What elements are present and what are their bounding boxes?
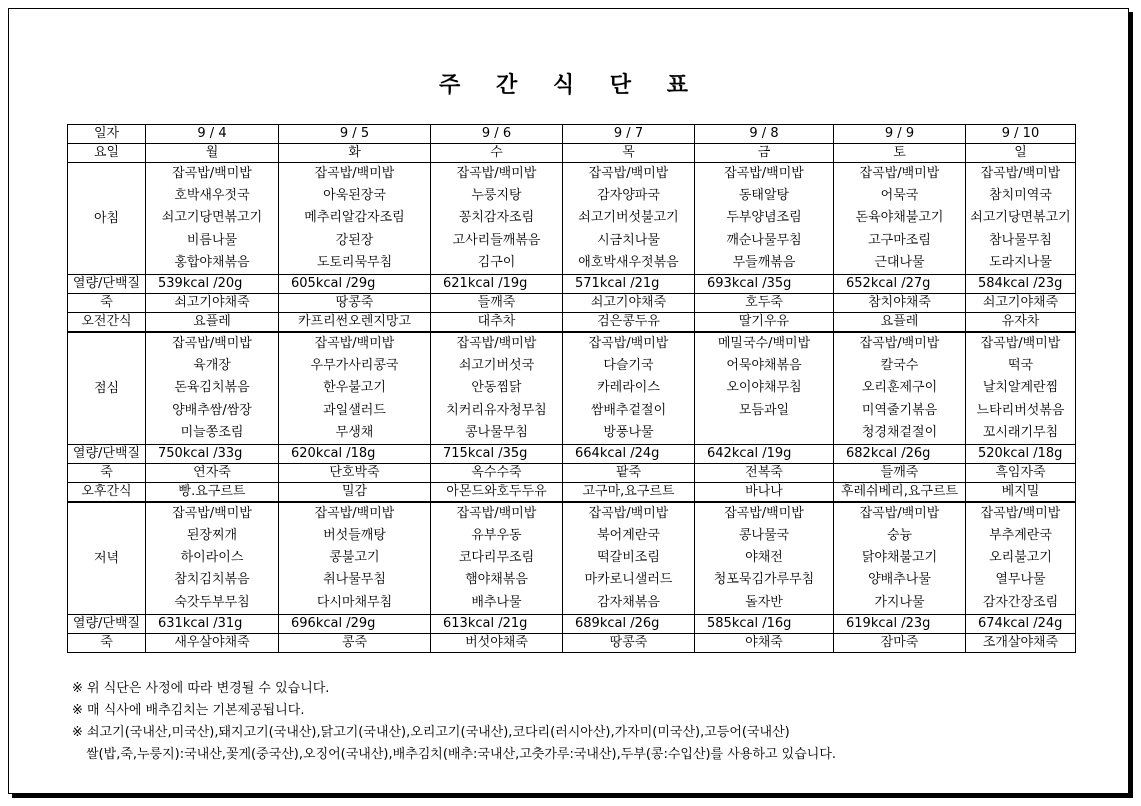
- date-cell: 9 / 8: [695, 125, 834, 144]
- menu-item: 비름나물: [186, 232, 238, 248]
- menu-item: 무생채: [335, 424, 374, 440]
- snack-cell: 아몬드와호두두유: [431, 482, 563, 502]
- menu-item: 잡곡밥/백미밥: [980, 505, 1061, 521]
- menu-item: 배추나물: [471, 594, 522, 610]
- menu-item: 근대나물: [874, 254, 925, 270]
- snack-cell: 빵.요구르트: [146, 482, 279, 502]
- menu-item: 햄야채볶음: [465, 572, 528, 588]
- dinner-porridge-row: [68, 633, 1076, 652]
- menu-item: 잡곡밥/백미밥: [172, 166, 252, 181]
- menu-item: 잡곡밥/백미밥: [588, 335, 669, 351]
- menu-item: 과일샐러드: [323, 402, 386, 418]
- date-cell: 9 / 6: [431, 125, 563, 144]
- menu-item: 동태알탕: [738, 188, 790, 204]
- menu-item: 꼬시래기무침: [982, 424, 1059, 440]
- menu-item: 날치알계란찜: [982, 380, 1059, 396]
- nutrition-cell: 631kcal /31g: [146, 614, 279, 633]
- menu-item: 유부우동: [471, 528, 522, 544]
- snack-cell: 딸기우유: [695, 312, 834, 332]
- menu-item: 메밀국수/백미밥: [717, 335, 811, 351]
- lunch-menu-cell: [146, 332, 279, 444]
- date-cell: 9 / 7: [563, 125, 695, 144]
- nutrition-cell: 682kcal /26g: [834, 444, 966, 463]
- menu-item: 코다리무조림: [458, 550, 535, 566]
- snack-label: 오전간식: [68, 312, 146, 332]
- lunch-menu-cell: [966, 332, 1076, 444]
- dinner-menu-cell: [966, 502, 1076, 614]
- porridge-cell: 쇠고기야채죽: [966, 293, 1076, 312]
- dinner-nutrition-row: [68, 614, 1076, 633]
- menu-item: 잡곡밥/백미밥: [456, 505, 537, 521]
- porridge-label: 죽: [68, 293, 146, 312]
- menu-item: 모듬과일: [738, 402, 790, 418]
- porridge-cell: 단호박죽: [279, 463, 431, 482]
- snack-cell: 유자차: [966, 312, 1076, 332]
- day-cell: 일: [966, 144, 1076, 163]
- nutrition-cell: 605kcal /29g: [279, 274, 431, 293]
- menu-item: 감자간장조림: [982, 594, 1059, 610]
- menu-item: 쇠고기버섯국: [458, 358, 535, 374]
- snack-cell: 요플레: [834, 312, 966, 332]
- date-row: [68, 125, 1076, 144]
- porridge-cell: 쇠고기야채죽: [146, 293, 279, 312]
- menu-item: 도토리묵무침: [316, 254, 393, 270]
- menu-item: 오리불고기: [989, 550, 1052, 566]
- dinner-menu-cell: [695, 502, 834, 614]
- notes: [72, 678, 836, 766]
- nutrition-cell: 621kcal /19g: [431, 274, 563, 293]
- nutrition-cell: 689kcal /26g: [563, 614, 695, 633]
- menu-item: 고구마조림: [868, 232, 931, 248]
- nutrition-cell: 715kcal /35g: [431, 444, 563, 463]
- menu-item: 참치김치볶음: [174, 572, 250, 588]
- menu-item: 고사리들깨볶음: [452, 232, 541, 248]
- snack-cell: 바나나: [695, 482, 834, 502]
- snack-cell: 밀감: [279, 482, 431, 502]
- menu-item: 돈육야채불고기: [855, 210, 944, 226]
- page-title: 주 간 식 단 표: [439, 73, 702, 98]
- menu-item: 야채전: [745, 550, 783, 566]
- menu-item: 숙갓두부무침: [174, 594, 250, 610]
- menu-item: 무들깨볶음: [732, 254, 796, 270]
- porridge-cell: 새우살야채죽: [146, 633, 279, 652]
- snack-cell: 카프리썬오렌지망고: [279, 312, 431, 332]
- menu-item: 잡곡밥/백미밥: [314, 505, 395, 521]
- breakfast-menu-cell: [431, 163, 563, 275]
- menu-item: 홍합야채볶음: [174, 254, 250, 270]
- menu-item: [695, 422, 833, 444]
- porridge-cell: 참치야채죽: [834, 293, 966, 312]
- porridge-cell: 연자죽: [146, 463, 279, 482]
- nutrition-cell: 693kcal /35g: [695, 274, 834, 293]
- porridge-cell: 콩죽: [279, 633, 431, 652]
- date-cell: 9 / 5: [279, 125, 431, 144]
- menu-item: 떡국: [1007, 358, 1034, 374]
- lunch-menu-cell: [834, 332, 966, 444]
- nutrition-cell: 696kcal /29g: [279, 614, 431, 633]
- menu-item: 아욱된장국: [323, 188, 386, 204]
- dinner-menu-cell: [563, 502, 695, 614]
- menu-item: 호박새우젓국: [174, 188, 250, 204]
- snack-label: 오후간식: [68, 482, 146, 502]
- porridge-cell: 잠마죽: [834, 633, 966, 652]
- porridge-cell: 땅콩죽: [279, 293, 431, 312]
- porridge-cell: 호두죽: [695, 293, 834, 312]
- menu-item: 쌈배추겉절이: [590, 402, 667, 418]
- menu-item: 북어계란국: [597, 528, 660, 544]
- lunch-porridge-row: [68, 463, 1076, 482]
- porridge-cell: 버섯야채죽: [431, 633, 563, 652]
- porridge-cell: 흑임자죽: [966, 463, 1076, 482]
- menu-item: 다시마채무침: [316, 594, 393, 610]
- porridge-cell: 들깨죽: [431, 293, 563, 312]
- menu-item: 잡곡밥/백미밥: [724, 505, 804, 521]
- menu-item: 오리훈제구이: [861, 380, 938, 396]
- lunch-menu-cell: [695, 332, 834, 444]
- day-row: [68, 144, 1076, 163]
- breakfast-menu-cell: [279, 163, 431, 275]
- nutrition-cell: 642kcal /19g: [695, 444, 834, 463]
- menu-item: 참나물무침: [989, 232, 1052, 248]
- snack-cell: 후레쉬베리,요구르트: [834, 482, 966, 502]
- porridge-cell: 옥수수죽: [431, 463, 563, 482]
- day-cell: 화: [279, 144, 431, 163]
- menu-item: 미늘쫑조림: [180, 424, 244, 440]
- nutrition-cell: 674kcal /24g: [966, 614, 1076, 633]
- menu-item: 마카로니샐러드: [584, 572, 673, 588]
- menu-item: 메추리알감자조림: [304, 210, 405, 226]
- menu-item: 방풍나물: [603, 424, 654, 440]
- menu-item: 시금치나물: [597, 232, 660, 248]
- dinner-menu-cell: [146, 502, 279, 614]
- menu-item: 육개장: [193, 358, 231, 374]
- porridge-label: 죽: [68, 463, 146, 482]
- lunch-label: 점심: [68, 332, 146, 444]
- menu-item: 어묵야채볶음: [726, 358, 802, 374]
- menu-item: 돈육김치볶음: [174, 380, 250, 396]
- note-line: ※ 위 식단은 사정에 따라 변경될 수 있습니다.: [72, 681, 330, 696]
- menu-item: 잡곡밥/백미밥: [172, 505, 252, 521]
- menu-item: 도라지나물: [989, 254, 1052, 270]
- note-line: ※ 쇠고기(국내산,미국산),돼지고기(국내산),닭고기(국내산),오리고기(국내산),코다리(러시아산),가자미(미국산),고등어(국내산): [72, 725, 790, 740]
- breakfast-menu-cell: [834, 163, 966, 275]
- menu-item: 느타리버섯볶음: [976, 402, 1065, 418]
- porridge-cell: 전복죽: [695, 463, 834, 482]
- menu-item: 미역줄기볶음: [861, 402, 938, 418]
- menu-item: 치커리유자청무침: [446, 402, 547, 418]
- menu-item: 콩나물국: [738, 528, 790, 544]
- menu-item: 오이야채무침: [726, 380, 802, 396]
- menu-item: 취나물무침: [323, 572, 386, 588]
- date-label: 일자: [68, 125, 146, 144]
- day-cell: 목: [563, 144, 695, 163]
- breakfast-label: 아침: [68, 163, 146, 275]
- day-label: 요일: [68, 144, 146, 163]
- porridge-cell: 조개살야채죽: [966, 633, 1076, 652]
- lunch-menu-row: [68, 332, 1076, 444]
- breakfast-nutrition-row: [68, 274, 1076, 293]
- menu-item: 떡갈비조림: [597, 550, 660, 566]
- porridge-cell: 야채죽: [695, 633, 834, 652]
- breakfast-menu-row: [68, 163, 1076, 275]
- nutrition-cell: 613kcal /21g: [431, 614, 563, 633]
- nutrition-cell: 619kcal /23g: [834, 614, 966, 633]
- menu-item: 참치미역국: [989, 188, 1052, 204]
- snack-cell: 대추차: [431, 312, 563, 332]
- note-line: 쌀(밥,죽,누룽지):국내산,꽃게(중국산),오징어(국내산),배추김치(배추:국내산,고춧가루:국내산),두부(콩:수입산)를 사용하고 있습니다.: [86, 747, 837, 762]
- dinner-label: 저녁: [68, 502, 146, 614]
- menu-item: 닭야채불고기: [861, 550, 938, 566]
- afternoon-snack-row: [68, 482, 1076, 502]
- porridge-label: 죽: [68, 633, 146, 652]
- menu-item: 잡곡밥/백미밥: [859, 166, 940, 181]
- nutrition-cell: 520kcal /18g: [966, 444, 1076, 463]
- day-cell: 수: [431, 144, 563, 163]
- menu-item: 잡곡밥/백미밥: [172, 335, 252, 351]
- nutrition-cell: 584kcal /23g: [966, 274, 1076, 293]
- lunch-menu-cell: [431, 332, 563, 444]
- snack-cell: 고구마,요구르트: [563, 482, 695, 502]
- porridge-cell: 들깨죽: [834, 463, 966, 482]
- menu-item: 잡곡밥/백미밥: [980, 166, 1061, 181]
- menu-item: 애호박새우젓볶음: [578, 254, 679, 270]
- breakfast-menu-cell: [695, 163, 834, 275]
- menu-item: 감자양파국: [597, 188, 660, 204]
- menu-item: 김구이: [477, 254, 516, 270]
- nutrition-cell: 652kcal /27g: [834, 274, 966, 293]
- snack-cell: 요플레: [146, 312, 279, 332]
- dinner-menu-row: [68, 502, 1076, 614]
- dinner-menu-cell: [431, 502, 563, 614]
- nutrition-label: 열량/단백질: [68, 614, 146, 633]
- date-cell: 9 / 10: [966, 125, 1076, 144]
- menu-item: 부추계란국: [989, 528, 1052, 544]
- note-line: ※ 매 식사에 배추김치는 기본제공됩니다.: [72, 703, 305, 718]
- date-cell: 9 / 4: [146, 125, 279, 144]
- menu-item: 두부양념조림: [726, 210, 802, 226]
- menu-item: 한우불고기: [323, 380, 386, 396]
- nutrition-cell: 750kcal /33g: [146, 444, 279, 463]
- lunch-menu-cell: [563, 332, 695, 444]
- menu-item: 양배추쌈/쌈장: [172, 402, 252, 418]
- day-cell: 토: [834, 144, 966, 163]
- lunch-nutrition-row: [68, 444, 1076, 463]
- nutrition-label: 열량/단백질: [68, 274, 146, 293]
- menu-item: 버섯들깨탕: [323, 528, 386, 544]
- menu-item: 잡곡밥/백미밥: [314, 335, 395, 351]
- nutrition-label: 열량/단백질: [68, 444, 146, 463]
- breakfast-menu-cell: [146, 163, 279, 275]
- dinner-menu-cell: [834, 502, 966, 614]
- menu-item: 다슬기국: [603, 358, 654, 374]
- menu-item: 누룽지탕: [471, 188, 522, 204]
- menu-item: 청경채겉절이: [861, 424, 938, 440]
- menu-item: 어묵국: [880, 188, 919, 204]
- menu-item: 감자채볶음: [597, 594, 660, 610]
- menu-item: 콩불고기: [329, 550, 380, 566]
- nutrition-cell: 585kcal /16g: [695, 614, 834, 633]
- menu-item: 쇠고기당면볶고기: [161, 210, 263, 226]
- menu-item: 카레라이스: [597, 380, 660, 396]
- menu-item: 칼국수: [880, 358, 919, 374]
- nutrition-cell: 539kcal /20g: [146, 274, 279, 293]
- date-cell: 9 / 9: [834, 125, 966, 144]
- menu-item: 가지나물: [874, 594, 925, 610]
- menu-item: 강된장: [335, 232, 374, 248]
- nutrition-cell: 620kcal /18g: [279, 444, 431, 463]
- porridge-cell: 땅콩죽: [563, 633, 695, 652]
- nutrition-cell: 571kcal /21g: [563, 274, 695, 293]
- menu-item: 열무나물: [995, 572, 1046, 588]
- breakfast-porridge-row: [68, 293, 1076, 312]
- menu-item: 잡곡밥/백미밥: [980, 335, 1061, 351]
- snack-cell: 검은콩두유: [563, 312, 695, 332]
- menu-item: 깨순나물무침: [726, 232, 802, 248]
- menu-table: [67, 124, 1076, 653]
- menu-item: 잡곡밥/백미밥: [314, 166, 395, 181]
- menu-item: 꽁치감자조림: [458, 210, 535, 226]
- menu-item: 된장찌개: [186, 528, 238, 544]
- menu-item: 잡곡밥/백미밥: [588, 505, 669, 521]
- menu-item: 잡곡밥/백미밥: [588, 166, 669, 181]
- lunch-menu-cell: [279, 332, 431, 444]
- menu-item: 청포묵김가루무침: [713, 572, 815, 588]
- menu-item: 숭늉: [886, 528, 913, 544]
- nutrition-cell: 664kcal /24g: [563, 444, 695, 463]
- porridge-cell: 팥죽: [563, 463, 695, 482]
- day-cell: 금: [695, 144, 834, 163]
- menu-item: 쇠고기당면볶고기: [970, 210, 1071, 226]
- menu-item: 하이라이스: [180, 550, 244, 566]
- menu-item: 콩나물무침: [465, 424, 528, 440]
- day-cell: 월: [146, 144, 279, 163]
- snack-cell: 베지밀: [966, 482, 1076, 502]
- breakfast-menu-cell: [563, 163, 695, 275]
- menu-item: 잡곡밥/백미밥: [859, 505, 940, 521]
- menu-item: 우무가사리콩국: [310, 358, 399, 374]
- menu-item: 양배추나물: [868, 572, 931, 588]
- porridge-cell: 쇠고기야채죽: [563, 293, 695, 312]
- menu-item: 돌자반: [745, 594, 783, 610]
- morning-snack-row: [68, 312, 1076, 332]
- breakfast-menu-cell: [966, 163, 1076, 275]
- dinner-menu-cell: [279, 502, 431, 614]
- menu-item: 잡곡밥/백미밥: [456, 166, 537, 181]
- menu-item: 안동찜닭: [471, 380, 522, 396]
- menu-item: 잡곡밥/백미밥: [456, 335, 537, 351]
- menu-item: 잡곡밥/백미밥: [859, 335, 940, 351]
- menu-item: 잡곡밥/백미밥: [724, 166, 804, 181]
- menu-item: 쇠고기버섯불고기: [578, 210, 679, 226]
